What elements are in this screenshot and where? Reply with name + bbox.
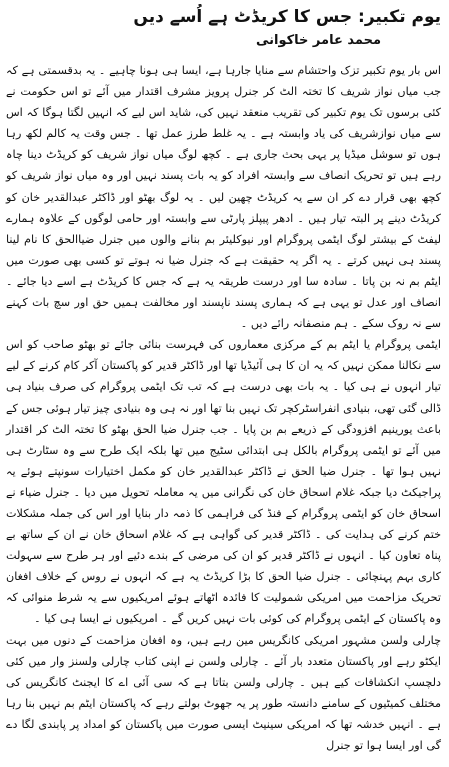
article-paragraph: اس بار یوم تکبیر تزک واحتشام سے منایا جارہا ہے، ایسا ہی ہونا چاہیے ۔ یہ بدقسمتی ہے کہ جب میاں نواز شریف کا تختہ الٹ کر جنرل پرویز مشرف اقتدار میں آئے تو اس حکومت نے کئی برسوں تک یوم تکبیر کی تقریب منعقد نہیں کی، شاید اس لیے کہ انہیں لگتا ہوگا کہ اس سے میاں نوازشریف کی یاد وابستہ ہے ۔ یہ غلط طرز عمل تھا ۔ جس وقت یہ کالم لکھ رہا ہوں تو سوشل میڈیا پر یہی بحث جاری ہے ۔ کچھ لوگ میاں نواز شریف کو کریڈٹ دینا چاہ رہے ہیں تو تحریک انصاف سے وابستہ افراد کو یہ بات پسند نہیں اور وہ میاں نواز شریف کو کچھ بھی قرار دے کر ان سے یہ کریڈٹ چھین لیں ۔ یہ لوگ بھٹو اور ڈاکٹر عبدالقدیر خان کو کریڈٹ دینے پر البتہ تیار ہیں ۔ ادھر پیپلز پارٹی سے وابستہ اور حامی لوگوں کے علاوہ ہمارے لیفٹ کے بیشتر لوگ ایٹمی پروگرام اور نیوکلیئر بم بنانے والوں میں جنرل ضیاالحق کا نام لینا پسند ہی نہیں کرتے ۔ یہ اگر یہ حقیقت ہے کہ جنرل ضیا نہ ہوتے تو کسی بھی صورت میں ایٹم بم نہ بن پاتا ۔ سادہ سا اور درست طریقہ یہ ہے کہ جس کا کریڈٹ ہے اسے دیا جائے ۔ انصاف اور عدل تو یہی ہے کہ ہماری پسند ناپسند اور مخالفت ہمیں حق اور سچ بات کہنے سے نہ روک سکے ۔ ہم منصفانہ رائے دیں ۔: [6, 64, 441, 331]
article-paragraph: ایٹمی پروگرام یا ایٹم بم کے مرکزی معماروں کی فہرست بنائی جائے تو بھٹو صاحب کو اس سے نکالنا ممکن نہیں کہ یہ ان کا ہی آئیڈیا تھا اور ڈاکٹر قدیر کو پاکستان آکر کام کرنے کے لیے تیار انہوں نے ہی کیا ۔ یہ بات بھی درست ہے کہ تب تک ایٹمی پروگرام کی صرف بنیاد ہی ڈالی گئی تھی، بنیادی انفراسٹرکچر تک نہیں بنا تھا اور نہ ہی وہ بنیادی چیز تیار ہوئی جس کے باعث یورینیم افزودگی کے ذریعے بم بن پایا ۔ جب جنرل ضیا الحق بھٹو کا تختہ الٹ کر اقتدار میں آئے تو ایٹمی پروگرام بالکل ہی ابتدائی سٹیج میں تھا بلکہ ایک طرح سے وہ سٹارٹ ہی نہیں ہوا تھا ۔ جنرل ضیا الحق نے ڈاکٹر عبدالقدیر خان کو مکمل اختیارات سونپتے ہوئے یہ پراجیکٹ دیا جبکہ غلام اسحاق خان کی نگرانی میں یہ معاملہ تحویل میں دیا ۔ جنرل ضیاء نے اسحاق خان کو ایٹمی پروگرام کے فنڈ کی فراہمی کا ذمہ دار بنایا اور اس کی جملہ مشکلات ختم کرنے کی ہدایت کی ۔ ڈاکٹر قدیر کی گواہی ہے کہ غلام اسحاق خان نے ان کے ساتھ بے پناہ تعاون کیا ۔ انہوں نے ڈاکٹر قدیر کو ان کی مرضی کے بندے دئیے اور ہر طرح سے سہولت کاری بہم پہنچائی ۔ جنرل ضیا الحق کا بڑا کریڈٹ یہ ہے کہ انہوں نے روس کے خلاف افغان تحریک مزاحمت میں امریکی شمولیت کا فائدہ اٹھاتے ہوئے امریکیوں سے یہ شرط منوائی کہ وہ پاکستان کے ایٹمی پروگرام کی کوئی بات نہیں کریں گے ۔ امریکیوں نے ایسا ہی کیا ۔: [6, 338, 441, 626]
article-title: یوم تکبیر: جس کا کریڈٹ ہے اُسے دیں: [133, 7, 441, 27]
article-paragraph: چارلی ولسن مشہور امریکی کانگریس مین رہے ہیں، وہ افغان مزاحمت کے دنوں میں بہت ایکٹو رہے اور پاکستان متعدد بار آئے ۔ چارلی ولسن نے اپنی کتاب چارلی ولسنز وار میں کئی دلچسپ انکشافات کیے ہیں ۔ چارلی ولسن بتاتا ہے کہ سی آئی اے کا ایجنٹ کانگریس کی مختلف کمیٹیوں کے سامنے دانستہ طور پر یہ جھوٹ بولتے رہے کہ پاکستان ایٹم بم نہیں بنا رہا ہے ۔ انہیں خدشہ تھا کہ امریکی سینیٹ ایسی صورت میں پاکستان کو امداد پر پابندی لگا دے گی اور ایسا ہوا تو جنرل: [6, 633, 441, 752]
article-body: [6, 60, 441, 756]
article-author: محمد عامر خاکوانی: [255, 33, 381, 48]
